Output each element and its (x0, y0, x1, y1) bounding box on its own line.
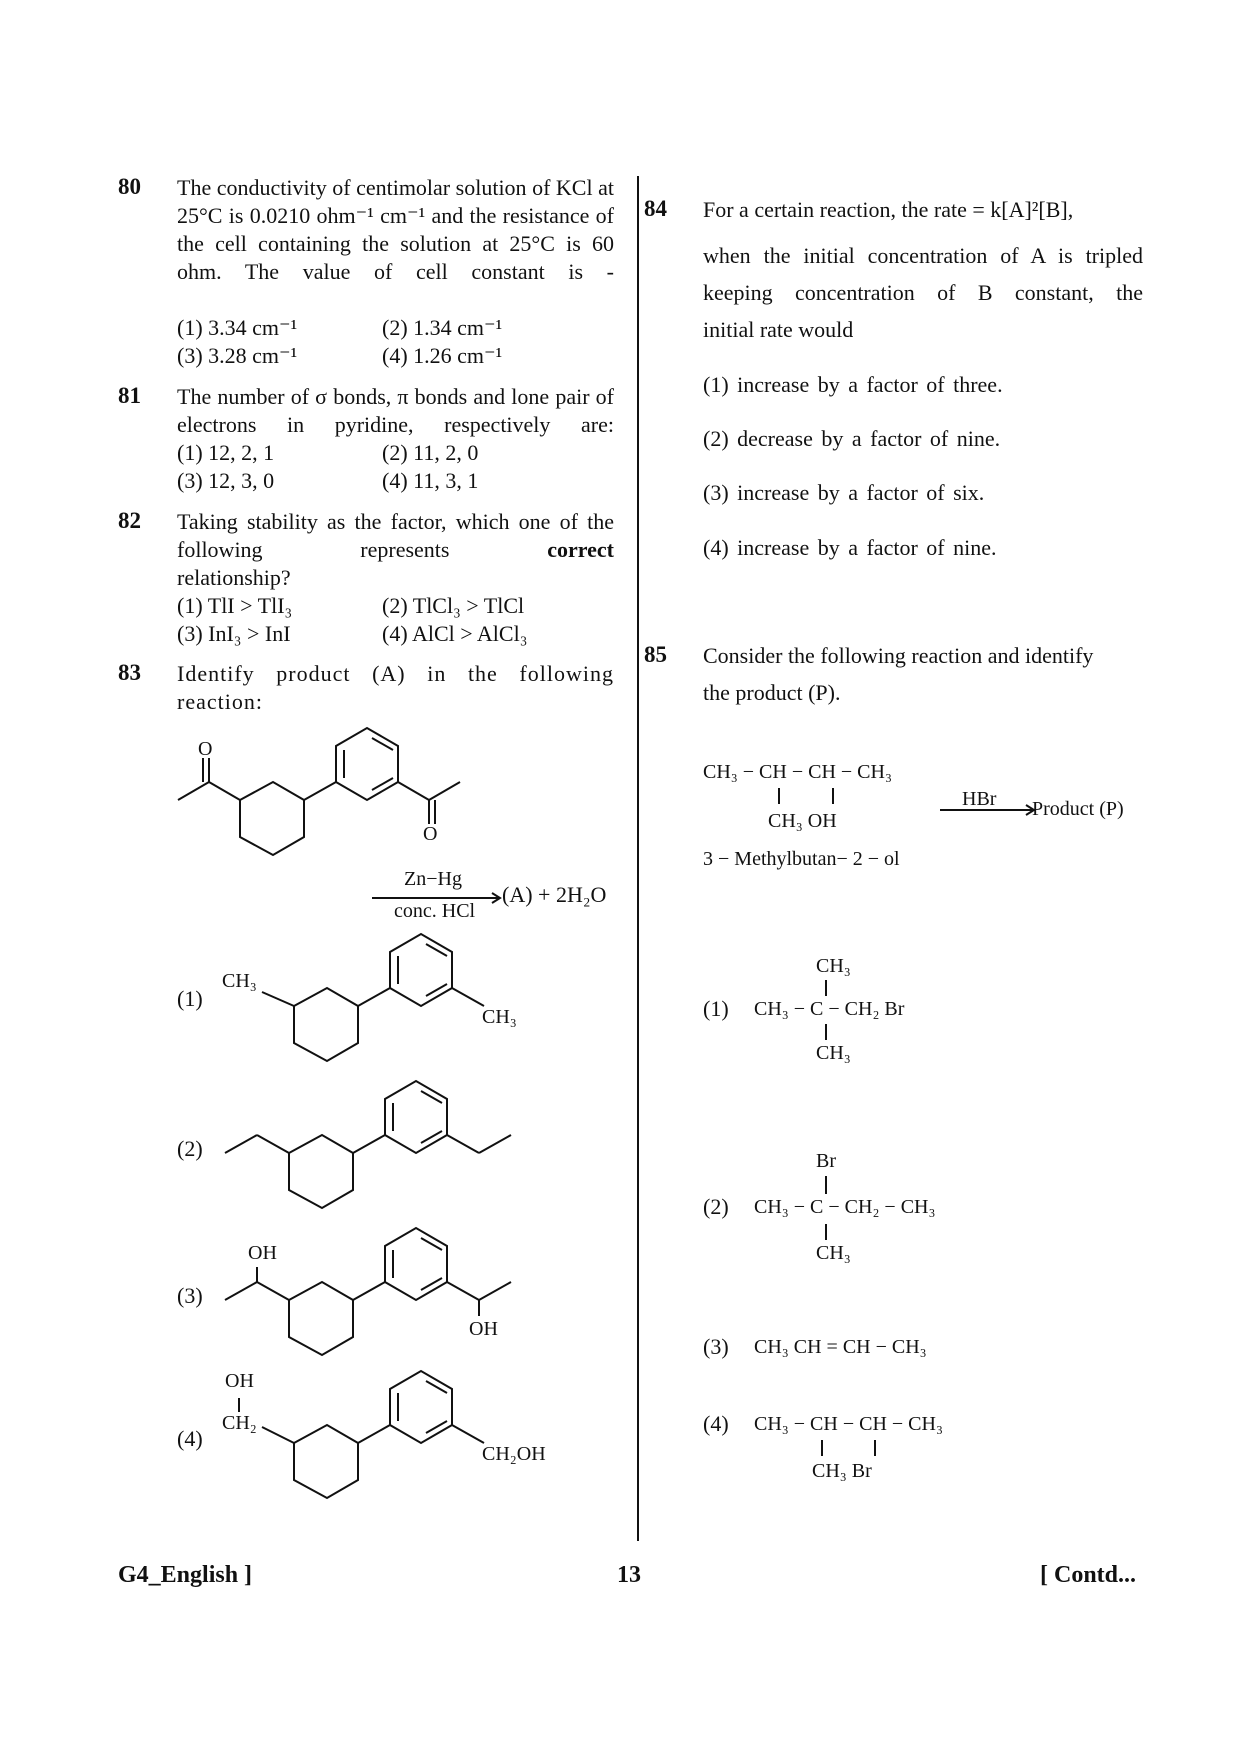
reagent-label: Zn−Hg (404, 868, 462, 890)
option: (4) AlCl > AlCl₃ (382, 621, 528, 646)
oxygen-label: O (423, 823, 438, 845)
oh-label: OH (469, 1318, 498, 1340)
question-number: 83 (118, 660, 141, 685)
ch2oh-label: CH₂OH (482, 1443, 546, 1465)
question-number: 85 (644, 642, 667, 667)
formula-main: CH₃ − C − CH₂ − CH₃ (754, 1196, 936, 1218)
substituent-bottom: CH₃ (816, 1042, 851, 1064)
question-line: Consider the following reaction and identify (703, 643, 1094, 668)
option: (1) 3.34 cm⁻¹ (177, 315, 298, 340)
option: (2) TlCl₃ > TlCl (382, 593, 525, 618)
substituent-top: Br (816, 1150, 836, 1172)
reactant-substituents: CH₃ OH (768, 810, 837, 832)
ch3-label: CH₃ (222, 970, 257, 992)
option: (2) (177, 1136, 203, 1161)
option-4-bonds (0, 0, 1, 1)
formula-main: CH₃ CH = CH − CH₃ (754, 1336, 927, 1358)
option: (1) (177, 986, 203, 1011)
question-line: For a certain reaction, the rate = k[A]²[B], (703, 197, 1074, 222)
question-text: The number of σ bonds, π bonds and lone pair of electrons in pyridine, respectively are: (177, 384, 614, 437)
option: (3) InI₃ > InI (177, 621, 291, 646)
reagent-label: conc. HCl (394, 900, 476, 922)
reactant-formula: CH₃ − CH − CH − CH₃ (703, 761, 892, 783)
option: (4) 1.26 cm⁻¹ (382, 343, 503, 368)
question-text: Identify product (A) in the following reaction: (177, 661, 614, 714)
question-text: The conductivity of centimolar solution of KCl at 25°C is 0.0210 ohm⁻¹ cm⁻¹ and the resistance of the cell containing the solution at 25°C is 60 ohm. The value of cell constant is - (177, 175, 614, 284)
question-line: when the initial concentration of A is tripled (703, 243, 1143, 268)
oh-label: OH (225, 1370, 254, 1392)
oxygen-label: O (198, 738, 213, 760)
substituent-bottom: CH₃ Br (812, 1460, 872, 1482)
option: (2) 1.34 cm⁻¹ (382, 315, 503, 340)
substituent-top: CH₃ (816, 955, 851, 977)
formula-main: CH₃ − CH − CH − CH₃ (754, 1413, 943, 1435)
option: (1) (703, 996, 729, 1021)
question-number: 80 (118, 174, 141, 199)
product-label: Product (P) (1032, 798, 1124, 820)
option: (4) (177, 1426, 203, 1451)
option: (1) increase by a factor of three. (703, 372, 1003, 397)
substituent-bottom: CH₃ (816, 1242, 851, 1264)
ch2-label: CH₂ (222, 1412, 257, 1434)
option: (2) (703, 1194, 729, 1219)
option: (2) 11, 2, 0 (382, 440, 479, 465)
option: (4) increase by a factor of nine. (703, 535, 997, 560)
option: (3) 12, 3, 0 (177, 468, 275, 493)
question-line: keeping concentration of B constant, the (703, 280, 1143, 305)
option: (3) 3.28 cm⁻¹ (177, 343, 298, 368)
question-text: Taking stability as the factor, which one of the following represents correct relationship? (177, 509, 614, 590)
option: (2) decrease by a factor of nine. (703, 426, 1001, 451)
option: (1) TlI > TlI₃ (177, 593, 293, 618)
formula-main: CH₃ − C − CH₂ Br (754, 998, 905, 1020)
option: (3) increase by a factor of six. (703, 480, 985, 505)
question-number: 84 (644, 196, 667, 221)
question-number: 82 (118, 508, 141, 533)
footer-code: G4_English ] (118, 1562, 253, 1588)
option: (4) (703, 1411, 729, 1436)
question-number: 81 (118, 383, 141, 408)
option: (4) 11, 3, 1 (382, 468, 479, 493)
question-line: the product (P). (703, 680, 841, 705)
reactant-name: 3 − Methylbutan− 2 − ol (703, 848, 900, 870)
product-label: (A) + 2H₂O (502, 882, 607, 907)
reagent-label: HBr (962, 788, 997, 810)
oh-label: OH (248, 1242, 277, 1264)
page-number: 13 (617, 1562, 641, 1588)
question-line: initial rate would (703, 317, 854, 342)
option: (1) 12, 2, 1 (177, 440, 275, 465)
column-divider (637, 176, 639, 1541)
option: (3) (177, 1283, 203, 1308)
option: (3) (703, 1334, 729, 1359)
ch3-label: CH₃ (482, 1006, 517, 1028)
footer-contd: [ Contd... (1040, 1562, 1137, 1588)
